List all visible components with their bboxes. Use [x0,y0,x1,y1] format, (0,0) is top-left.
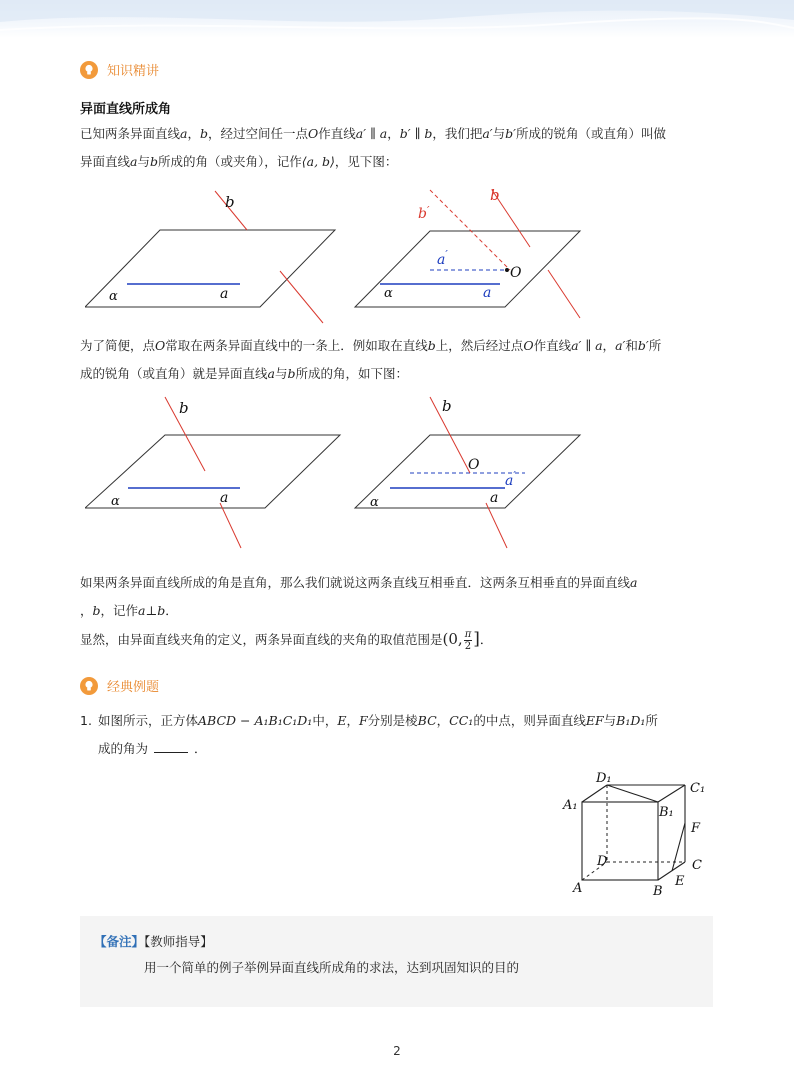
note-body: 用一个简单的例子举例异面直线所成角的求法，达到巩固知识的目的 [144,960,520,975]
math: (0, [442,630,463,648]
question-number: 1. [80,713,92,728]
label-C: C [692,858,702,873]
note-header [94,932,213,950]
figure-skew-lines-1 [85,185,345,325]
section-header-knowledge [80,60,159,79]
figure-skew-lines-2 [350,180,590,325]
text: 如果两条异面直线所成的角是直角，那么我们就说这两条直线互相垂直．这两条互相垂直的异面直线 [80,575,631,590]
label-b-prime: b′ [418,204,430,222]
label-b: b [490,186,500,204]
text: 所成的角（或夹角），记作 [158,154,302,169]
text-line [80,569,720,597]
figure-skew-lines-4 [350,395,590,555]
text: 分别是棱 [367,713,418,728]
label-O: O [468,457,480,473]
math: b′ ∥ b [399,126,433,141]
definition-paragraph [80,120,720,176]
text-line [80,148,720,176]
text: 成的角为 [98,741,149,756]
math: EF [585,713,604,728]
lightbulb-icon [80,61,98,79]
section-header-examples [80,676,159,695]
text: 异面直线 [80,154,131,169]
fraction-pi-over-2 [464,629,473,652]
line-b-lower [486,503,507,548]
text-line [80,625,720,654]
math: E [337,713,347,728]
text: 常取在两条异面直线中的一条上．例如取在直线 [165,338,428,353]
text-line [80,120,720,148]
label-F: F [691,821,701,836]
math: ⟨a, b⟩ [301,154,335,169]
numerator: π [464,629,472,640]
label-a-prime: a′ [505,469,516,489]
math: a [130,154,138,169]
line-b-lower [220,503,241,548]
text: 所 [645,713,658,728]
math: b [427,338,436,353]
label-A: A [573,881,583,896]
text: ． [194,741,207,756]
denominator: 2 [464,641,472,652]
line-b-lower [280,271,323,323]
note-box [80,916,713,1007]
math: O [155,338,166,353]
text: ，记作 [100,603,139,618]
label-C1: C₁ [690,781,706,796]
text: 和 [625,338,638,353]
math: a⊥b [138,603,166,618]
text: ，见下图： [334,154,398,169]
text: ，我们把 [432,126,483,141]
text: 成的锐角（或直角）就是异面直线 [80,366,268,381]
label-b: b [225,193,235,211]
note-type: 【教师指导】 [144,934,213,949]
math: a′ [615,338,626,353]
label-alpha: α [109,289,118,304]
text-line [80,597,720,625]
point-O [505,268,509,272]
text: ， [80,603,93,618]
label-alpha: α [370,495,379,510]
figure-skew-lines-3 [85,395,345,555]
label-alpha: α [384,286,393,301]
text: 与 [274,366,288,381]
simplification-paragraph [80,332,720,388]
math: a [180,126,188,141]
text-line [80,332,720,360]
text: ． [165,603,178,618]
math: a [630,575,638,590]
math: F [358,713,368,728]
plane-alpha [85,435,340,508]
text: 所 [648,338,662,353]
math: BC [417,713,437,728]
text: 中， [312,713,338,728]
math: O [523,338,534,353]
math: ABCD − A₁B₁C₁D₁ [198,713,313,728]
text: ， [602,338,616,353]
plane-alpha [85,230,335,307]
text: 与 [137,154,150,169]
answer-blank[interactable] [154,738,188,753]
note-tag: 【备注】 [94,934,145,949]
label-b: b [442,397,452,415]
math: O [308,126,319,141]
diagonal-B1D1 [607,785,658,802]
lightbulb-icon [80,677,98,695]
text: ，经过空间任一点 [208,126,309,141]
label-a: a [220,286,229,302]
text: 作直线 [533,338,572,353]
label-a-prime: a′ [437,248,448,268]
label-a: a [220,490,229,506]
text: 上，然后经过点 [435,338,524,353]
label-a: a [483,285,492,301]
text: 所成的锐角（或直角）叫做 [516,126,667,141]
text: 如图所示，正方体 [98,713,199,728]
edge-B1C1 [658,785,685,802]
text: 与 [492,126,506,141]
edge-A1D1 [582,785,607,802]
label-B: B [653,884,663,899]
section-title: 知识精讲 [107,64,160,79]
math: b [92,603,101,618]
line-b-lower [548,270,580,318]
text: 的中点，则异面直线 [473,713,586,728]
math: b [149,154,158,169]
text: ． [479,632,493,647]
math: b [287,366,296,381]
cube-front-face [582,802,658,880]
topic-heading: 异面直线所成角 [80,102,172,117]
text-line [80,735,720,763]
text: ， [187,126,200,141]
text: ， [436,713,450,728]
header-wave-decoration [0,0,794,38]
math: B₁D₁ [616,713,646,728]
header-band [0,0,794,38]
perpendicular-paragraph [80,569,720,654]
text: 已知两条异面直线 [80,126,181,141]
math: a′ ∥ a [571,338,603,353]
text: 与 [603,713,617,728]
math: ] [473,629,480,649]
math: a [267,366,275,381]
label-b: b [179,399,189,417]
text: 作直线 [318,126,356,141]
text-line [80,360,720,388]
figure-cube [560,765,720,905]
label-D1: D₁ [596,771,612,786]
math: CC₁ [449,713,474,728]
text: 所成的角，如下图： [295,366,409,381]
math: a′ [482,126,493,141]
text: ， [387,126,400,141]
section-title: 经典例题 [107,680,160,695]
page-number: 2 [393,1044,401,1058]
math: a′ ∥ a [355,126,388,141]
label-B1: B₁ [659,805,674,820]
text: ， [346,713,359,728]
text: 显然，由异面直线夹角的定义，两条异面直线的夹角的取值范围是 [80,632,443,647]
label-D: D [597,854,608,869]
label-A1: A₁ [563,798,578,813]
math: b′ [505,126,516,141]
text-line [80,707,720,735]
text: 为了简便，点 [80,338,156,353]
label-E: E [675,874,685,889]
question-1 [80,707,720,763]
label-alpha: α [111,494,120,509]
label-a: a [490,490,499,506]
label-O: O [510,265,522,281]
math: b′ [637,338,649,353]
math: b [199,126,208,141]
